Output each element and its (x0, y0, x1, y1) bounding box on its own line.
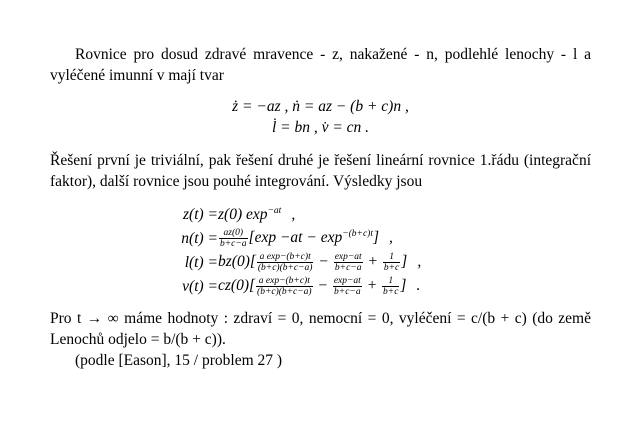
fraction: $\frac{\exp-at}{b+c-a}$ (333, 275, 361, 297)
intro-paragraph: Rovnice pro dosud zdravé mravence - z, nakažené - n, podlehlé lenochy - l a vyléčené imunní v mají tvar (50, 46, 591, 84)
fraction: $\frac{1}{b+c}$ (383, 251, 400, 273)
fraction: $\frac{az(0)}{b+c-a}$ (220, 227, 247, 249)
solution-z (50, 202, 591, 226)
solution-rhs: $\frac{az(0)}{b+c-a}$ $[\exp -at - \exp^{-(b+c)t}]$ , (220, 227, 393, 249)
solutions-block (50, 202, 591, 298)
ode-line-2: l̇ = bn , v̇ = cn . (271, 119, 370, 136)
ode-system (50, 96, 591, 138)
fraction: $\frac{\text{a exp−(b+c)t}}{(b+c)(b+c-a)}$ (257, 251, 313, 273)
document-page (50, 44, 591, 371)
solution-rhs: z(0) $\exp^{-at}$ , (218, 205, 296, 223)
solution-l (50, 250, 591, 274)
method-paragraph: Řešení první je triviální, pak řešení druhé je řešení lineární rovnice 1.řádu (integrační faktor), další rovnice jsou pouhé integrování. Výsledky jsou (50, 152, 591, 190)
results-paragraph: Pro t → ∞ máme hodnoty : zdraví = 0, nemocní = 0, vyléčení = c/(b + c) (do země Lenochů odjelo = b/(b + c)). (50, 310, 591, 348)
source-citation: (podle [Eason], 15 / problem 27 ) (75, 352, 283, 369)
fraction: $\frac{\exp-at}{b+c-a}$ (334, 251, 362, 273)
solution-rhs: cz(0)[ $\frac{\text{a exp−(b+c)t}}{(b+c)(b+c-a)}$ − $\frac{\exp-at}{b+c-a}$ + $\frac{1}{b+c}$ ] . (218, 275, 421, 297)
solution-rhs: bz(0)[ $\frac{\text{a exp−(b+c)t}}{(b+c)(b+c-a)}$ − $\frac{\exp-at}{b+c-a}$ + $\frac{1}{b+c}$ ] , (218, 251, 422, 273)
fraction: $\frac{\text{a exp−(b+c)t}}{(b+c)(b+c-a)}$ (257, 275, 312, 297)
solution-lhs: n(t) = (181, 229, 218, 247)
solution-lhs: z(t) = (183, 205, 218, 223)
solution-n (50, 226, 591, 250)
ode-line-1: ż = −az , ṅ = az − (b + c)n , (232, 98, 409, 115)
solution-lhs: v(t) = (182, 277, 218, 295)
fraction: $\frac{1}{b+c}$ (383, 275, 399, 297)
solution-lhs: l(t) = (184, 253, 218, 271)
solution-v (50, 274, 591, 298)
